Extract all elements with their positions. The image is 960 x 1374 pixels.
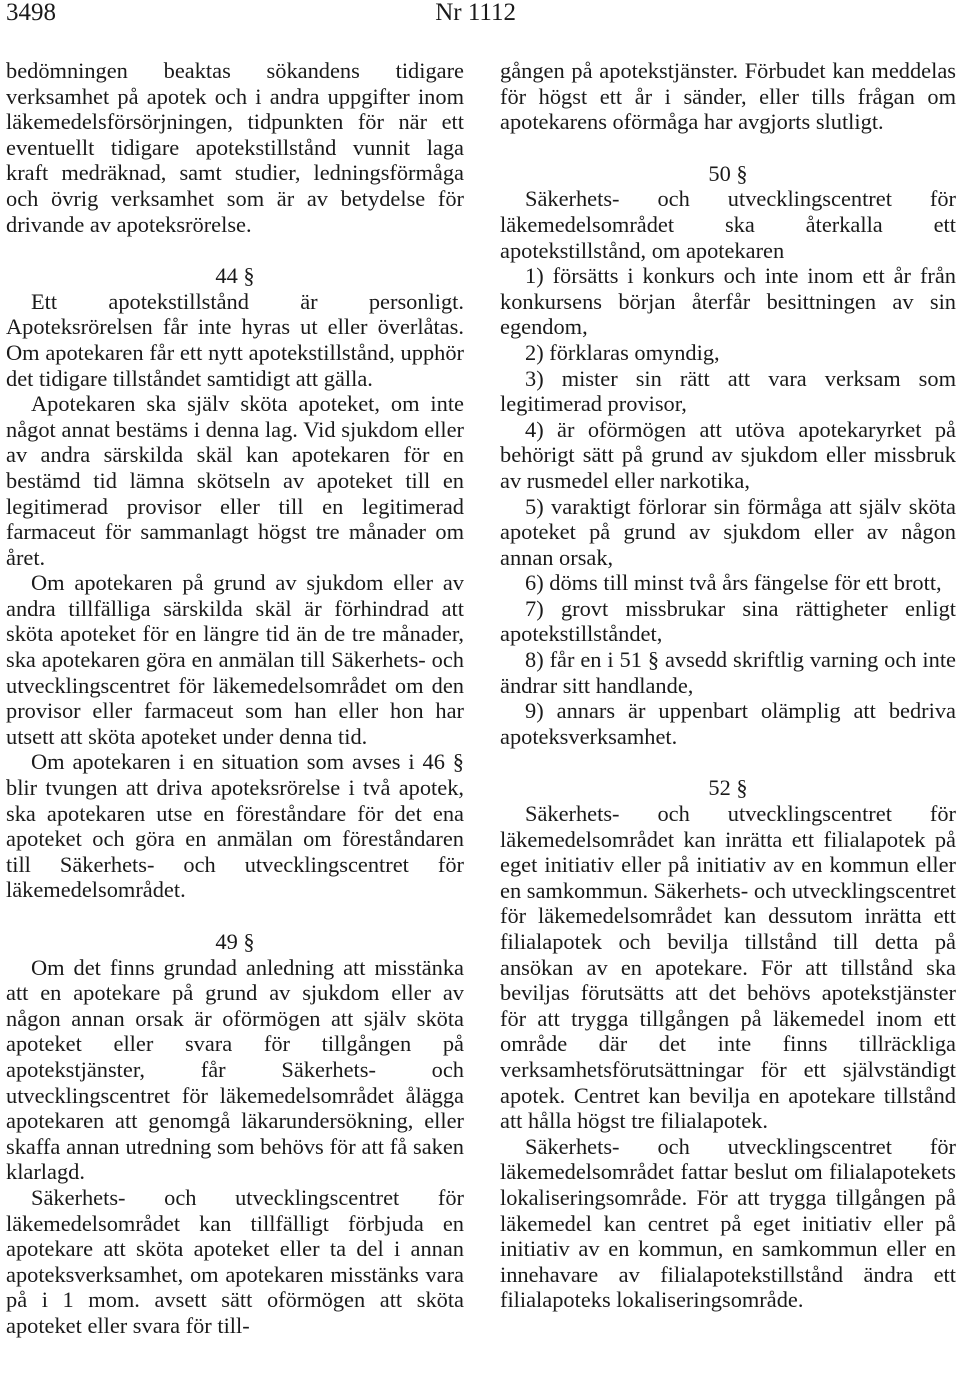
page-header [0, 0, 960, 30]
paragraph-continued: gången på apotekstjänster. Förbudet kan meddelas för högst ett år i sänder, eller tills frågan om apotekarens oförmåga har avgjorts slutligt. [500, 58, 956, 135]
right-column [500, 58, 956, 1313]
list-item: 6) döms till minst två års fängelse för ett brott, [525, 570, 942, 596]
paragraph-intro: bedömningen beaktas sökandens tidigare verksamhet på apotek och i andra uppgifter inom läkemedelsförsörjningen, tidpunkten för när ett eventuellt tidigare apotekstillstånd vunnit laga kraft medräknad, samt studier, ledningsförmåga och övrig verksamhet som är av betydelse för drivande av apoteksrörelse. [6, 58, 464, 237]
list-item: 9) annars är uppenbart olämplig att bedriva apoteksverksamhet. [500, 698, 956, 749]
list-item: 2) förklaras omyndig, [525, 339, 720, 365]
paragraph-49-2: Säkerhets- och utvecklingscentret för läkemedelsområdet kan tillfälligt förbjuda en apotekare att sköta apoteket eller ta del i annan apoteksverksamhet, om apotekaren misstänks vara på i 1 mom. avsett sätt oförmögen att sköta apoteket eller svara för till- [6, 1184, 464, 1338]
section-heading-44: 44 § [215, 263, 255, 289]
list-item: 4) är oförmögen att utöva apotekaryrket på behörigt sätt på grund av sjukdom eller missbruk av rusmedel eller narkotika, [500, 416, 956, 493]
section-heading-49: 49 § [215, 929, 255, 954]
list-item: 8) får en i 51 § avsedd skriftlig varning och inte ändrar sitt handlande, [500, 647, 956, 698]
paragraph-50-1: Säkerhets- och utvecklingscentret för läkemedelsområdet ska återkalla ett apotekstillstånd, om apotekaren [500, 186, 956, 263]
paragraph-52-1: Säkerhets- och utvecklingscentret för läkemedelsområdet kan inrätta ett filialapotek på eget initiativ eller på initiativ av en kommun eller en samkommun. Säkerhets- och utvecklingscentret för läkemedelsområdet kan dessutom inrätta ett filialapotek och bevilja tillstånd till detta på ansökan av en apotekare. För att tillstånd ska beviljas förutsätts att det behövs apotekstjänster för att trygga tillgången på läkemedel inom ett område där det inte finns tillräckliga verksamhetsförutsättningar för ett självständigt apotek. Centret kan bevilja en apotekare tillstånd att hålla högst tre filialapotek. [500, 801, 956, 1134]
paragraph-44-4: Om apotekaren i en situation som avses i 46 § blir tvungen att driva apoteksrörelse i två apotek, ska apotekaren utse en föreståndare för det ena apoteket och göra en anmälan om föreståndaren till Säkerhets- och utvecklingscentret för läkemedelsområdet. [6, 749, 464, 903]
left-column [6, 58, 464, 1339]
page-number: 3498 [6, 0, 56, 26]
list-item: 7) grovt missbrukar sina rättigheter enligt apotekstillståndet, [500, 595, 956, 647]
paragraph-44-2: Apotekaren ska själv sköta apoteket, om inte något annat bestäms i denna lag. Vid sjukdom eller av andra särskilda skäl kan apotekaren för en bestämd tid lämna skötseln av apoteket till en legitimerad provisor eller till en legitimerad farmaceut för sammanlagt högst tre månader om året. [6, 391, 464, 570]
section-heading-50: 50 § [708, 160, 748, 186]
paragraph-44-1: Ett apotekstillstånd är personligt. Apoteksrörelsen får inte hyras ut eller överlåtas. Om apotekaren får ett nytt apotekstillstånd, upphör det tidigare tillståndet samtidigt att gälla. [6, 288, 464, 391]
list-item: 1) försätts i konkurs och inte inom ett år från konkursens början återfår besittningen av sin egendom, [500, 263, 956, 340]
paragraph-44-3: Om apotekaren på grund av sjukdom eller av andra tillfälliga särskilda skäl är förhindrad att sköta apoteket för en längre tid än de tre månader, ska apotekaren göra en anmälan till Säkerhets- och utvecklingscentret för läkemedelsområdet om den provisor eller farmaceut som han eller hon har utsett att sköta apoteket under denna tid. [6, 570, 464, 749]
list-item: 3) mister sin rätt att vara verksam som legitimerad provisor, [500, 365, 956, 417]
paragraph-52-2: Säkerhets- och utvecklingscentret för läkemedelsområdet fattar beslut om filialapotekets lokaliseringsområde. För att trygga tillgången på läkemedel kan centret på eget initiativ eller på initiativ av en kommun, en samkommun eller en innehavare av filialapotekstillstånd ändra ett filialapoteks lokaliseringsområde. [500, 1133, 956, 1313]
publication-number: Nr 1112 [435, 0, 516, 26]
list-item: 5) varaktigt förlorar sin förmåga att själv sköta apoteket på grund av sjukdom eller av någon annan orsak, [500, 493, 956, 570]
paragraph-49-1: Om det finns grundad anledning att misstänka att en apotekare på grund av sjukdom eller av någon annan orsak är oförmögen att själv sköta apoteket eller svara för tillgången på apotekstjänster, får Säkerhets- och utvecklingscentret för läkemedelsområdet ålägga apotekaren att genomgå läkarundersökning, eller skaffa annan utredning som behövs för att få saken klarlagd. [6, 954, 464, 1185]
section-heading-52: 52 § [708, 775, 748, 801]
